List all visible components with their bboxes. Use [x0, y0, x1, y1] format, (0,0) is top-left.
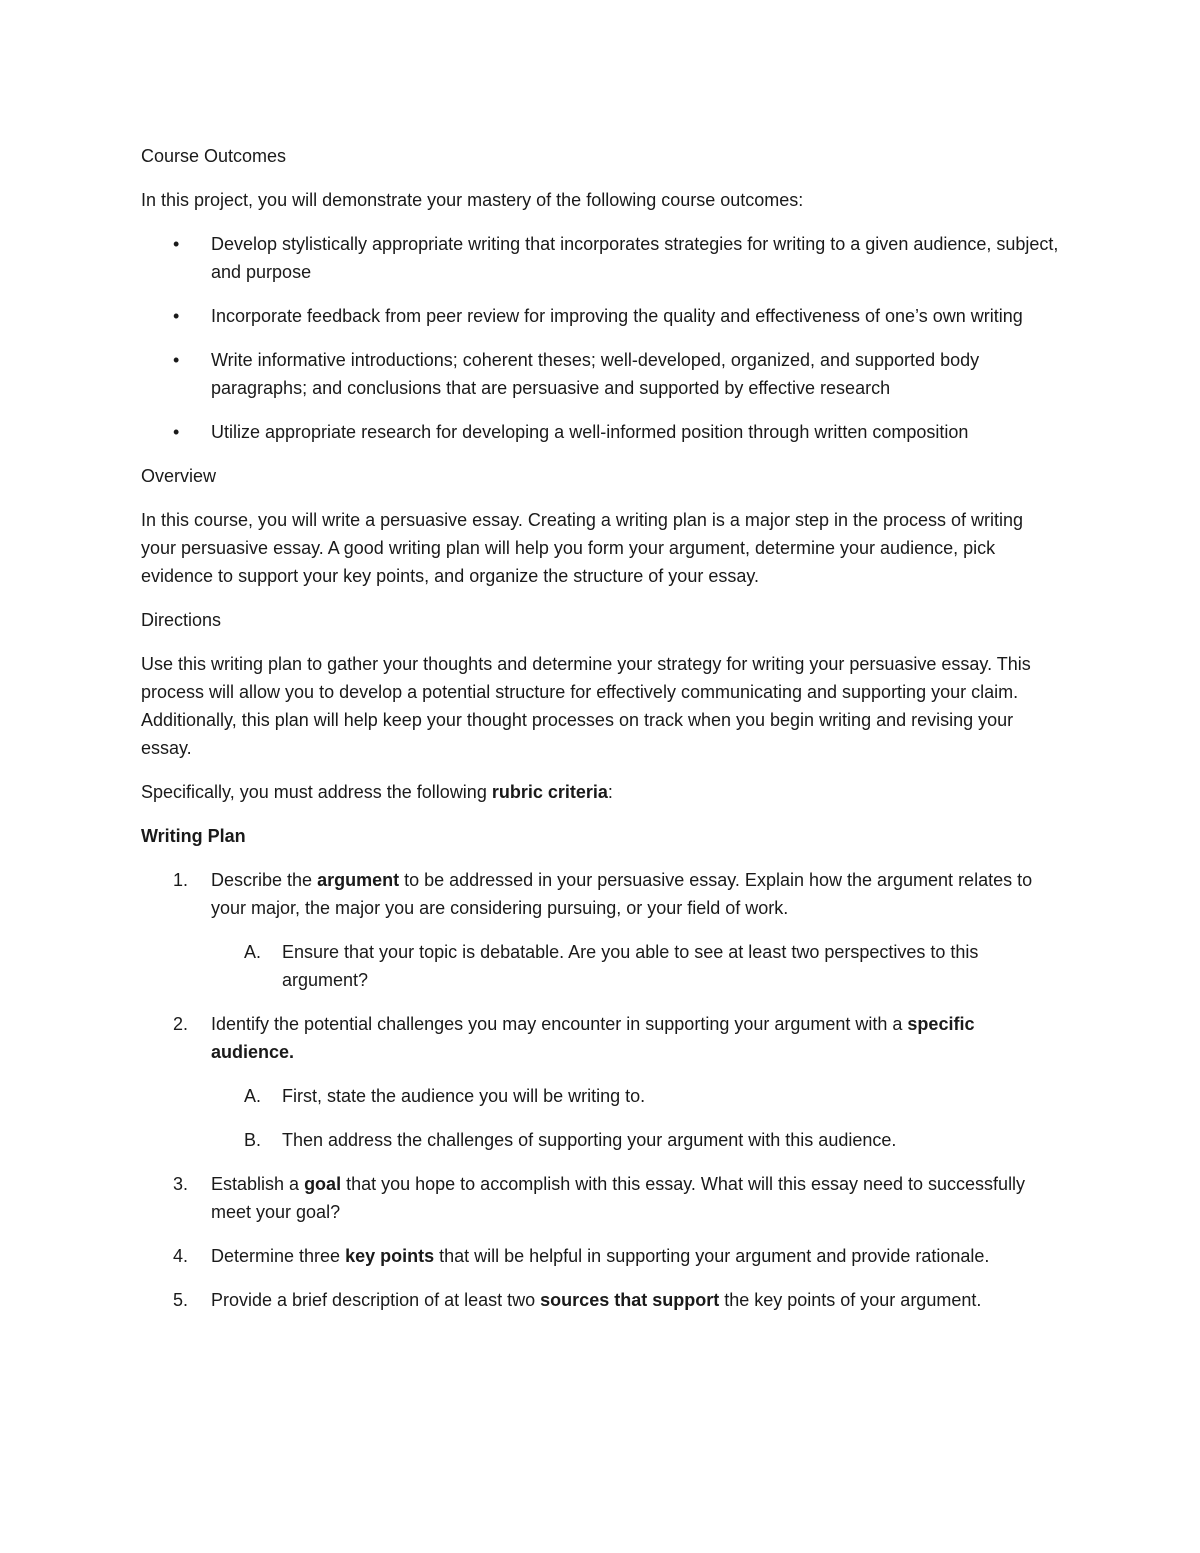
outcome-text: Write informative introductions; coherent theses; well-developed, organized, and supported body paragraphs; and conclusions that are persuasive and supported by effective research: [211, 350, 980, 398]
course-outcomes-list: [141, 230, 1060, 446]
item-text: Provide a brief description of at least two: [211, 1290, 541, 1310]
item-number: 3.: [173, 1174, 189, 1194]
sub-list: [211, 1082, 1060, 1154]
item-letter: B.: [244, 1130, 262, 1150]
list-item: [211, 1082, 1060, 1110]
item-keyword: specific audience.: [211, 1014, 975, 1062]
item-text: to be addressed in your persuasive essay. Explain how the argument relates to your major, the major you are considering pursuing, or your field of work.: [211, 870, 1033, 918]
bullet-icon: •: [173, 422, 180, 442]
list-item: [141, 1242, 1060, 1270]
outcome-text: Develop stylistically appropriate writing that incorporates strategies for writing to a given audience, subject, and purpose: [211, 234, 1059, 282]
bullet-icon: •: [173, 350, 180, 370]
sub-item-text: First, state the audience you will be writing to.: [282, 1086, 646, 1106]
list-item: [141, 302, 1060, 330]
item-keyword: argument: [317, 870, 400, 890]
item-number: 4.: [173, 1246, 189, 1266]
bullet-icon: •: [173, 306, 180, 326]
item-text: Establish a: [211, 1174, 305, 1194]
sub-item-text: Then address the challenges of supporting your argument with this audience.: [282, 1130, 897, 1150]
course-outcomes-heading: Course Outcomes: [141, 146, 287, 166]
list-item: [211, 938, 1060, 994]
writing-plan-heading: Writing Plan: [141, 826, 246, 846]
item-text: that will be helpful in supporting your argument and provide rationale.: [434, 1246, 990, 1266]
outcome-text: Utilize appropriate research for developing a well-informed position through written composition: [211, 422, 969, 442]
item-keyword: goal: [304, 1174, 342, 1194]
item-text: that you hope to accomplish with this essay. What will this essay need to successfully meet your goal?: [211, 1174, 1026, 1222]
writing-plan-list: [141, 866, 1060, 1314]
list-item: [141, 418, 1060, 446]
bullet-icon: •: [173, 234, 180, 254]
item-number: 5.: [173, 1290, 189, 1310]
course-outcomes-intro: In this project, you will demonstrate your mastery of the following course outcomes:: [141, 190, 804, 210]
rubric-criteria-label: rubric criteria: [491, 782, 608, 802]
list-item: [141, 1170, 1060, 1226]
item-text: Determine three: [211, 1246, 346, 1266]
list-item: [141, 1286, 1060, 1314]
list-item: [141, 866, 1060, 994]
item-keyword: sources that support: [540, 1290, 720, 1310]
overview-text: In this course, you will write a persuasive essay. Creating a writing plan is a major step in the process of writing your persuasive essay. A good writing plan will help you form your argument, determine your audience, pick evidence to support your key points, and organize the structure of your essay.: [141, 510, 1024, 586]
rubric-intro-text: Specifically, you must address the following: [141, 782, 492, 802]
sub-item-text: Ensure that your topic is debatable. Are you able to see at least two perspectives to this argument?: [282, 942, 979, 990]
list-item: [211, 1126, 1060, 1154]
list-item: [141, 230, 1060, 286]
rubric-intro-colon: :: [607, 782, 613, 802]
outcome-text: Incorporate feedback from peer review for improving the quality and effectiveness of one’s own writing: [211, 306, 1023, 326]
directions-heading: Directions: [141, 610, 222, 630]
item-keyword: key points: [345, 1246, 435, 1266]
sub-list: [211, 938, 1060, 994]
item-text: Identify the potential challenges you may encounter in supporting your argument with a: [211, 1014, 908, 1034]
item-number: 1.: [173, 870, 189, 890]
directions-text: Use this writing plan to gather your thoughts and determine your strategy for writing your persuasive essay. This process will allow you to develop a potential structure for effectively communicating and supporting your claim. Additionally, this plan will help keep your thought processes on track when you begin writing and revising your essay.: [141, 654, 1031, 758]
item-number: 2.: [173, 1014, 189, 1034]
rubric-intro: [141, 778, 1060, 806]
item-text: the key points of your argument.: [719, 1290, 982, 1310]
list-item: [141, 1010, 1060, 1154]
item-text: Describe the: [211, 870, 318, 890]
item-letter: A.: [244, 942, 262, 962]
item-letter: A.: [244, 1086, 262, 1106]
list-item: [141, 346, 1060, 402]
overview-heading: Overview: [141, 466, 217, 486]
